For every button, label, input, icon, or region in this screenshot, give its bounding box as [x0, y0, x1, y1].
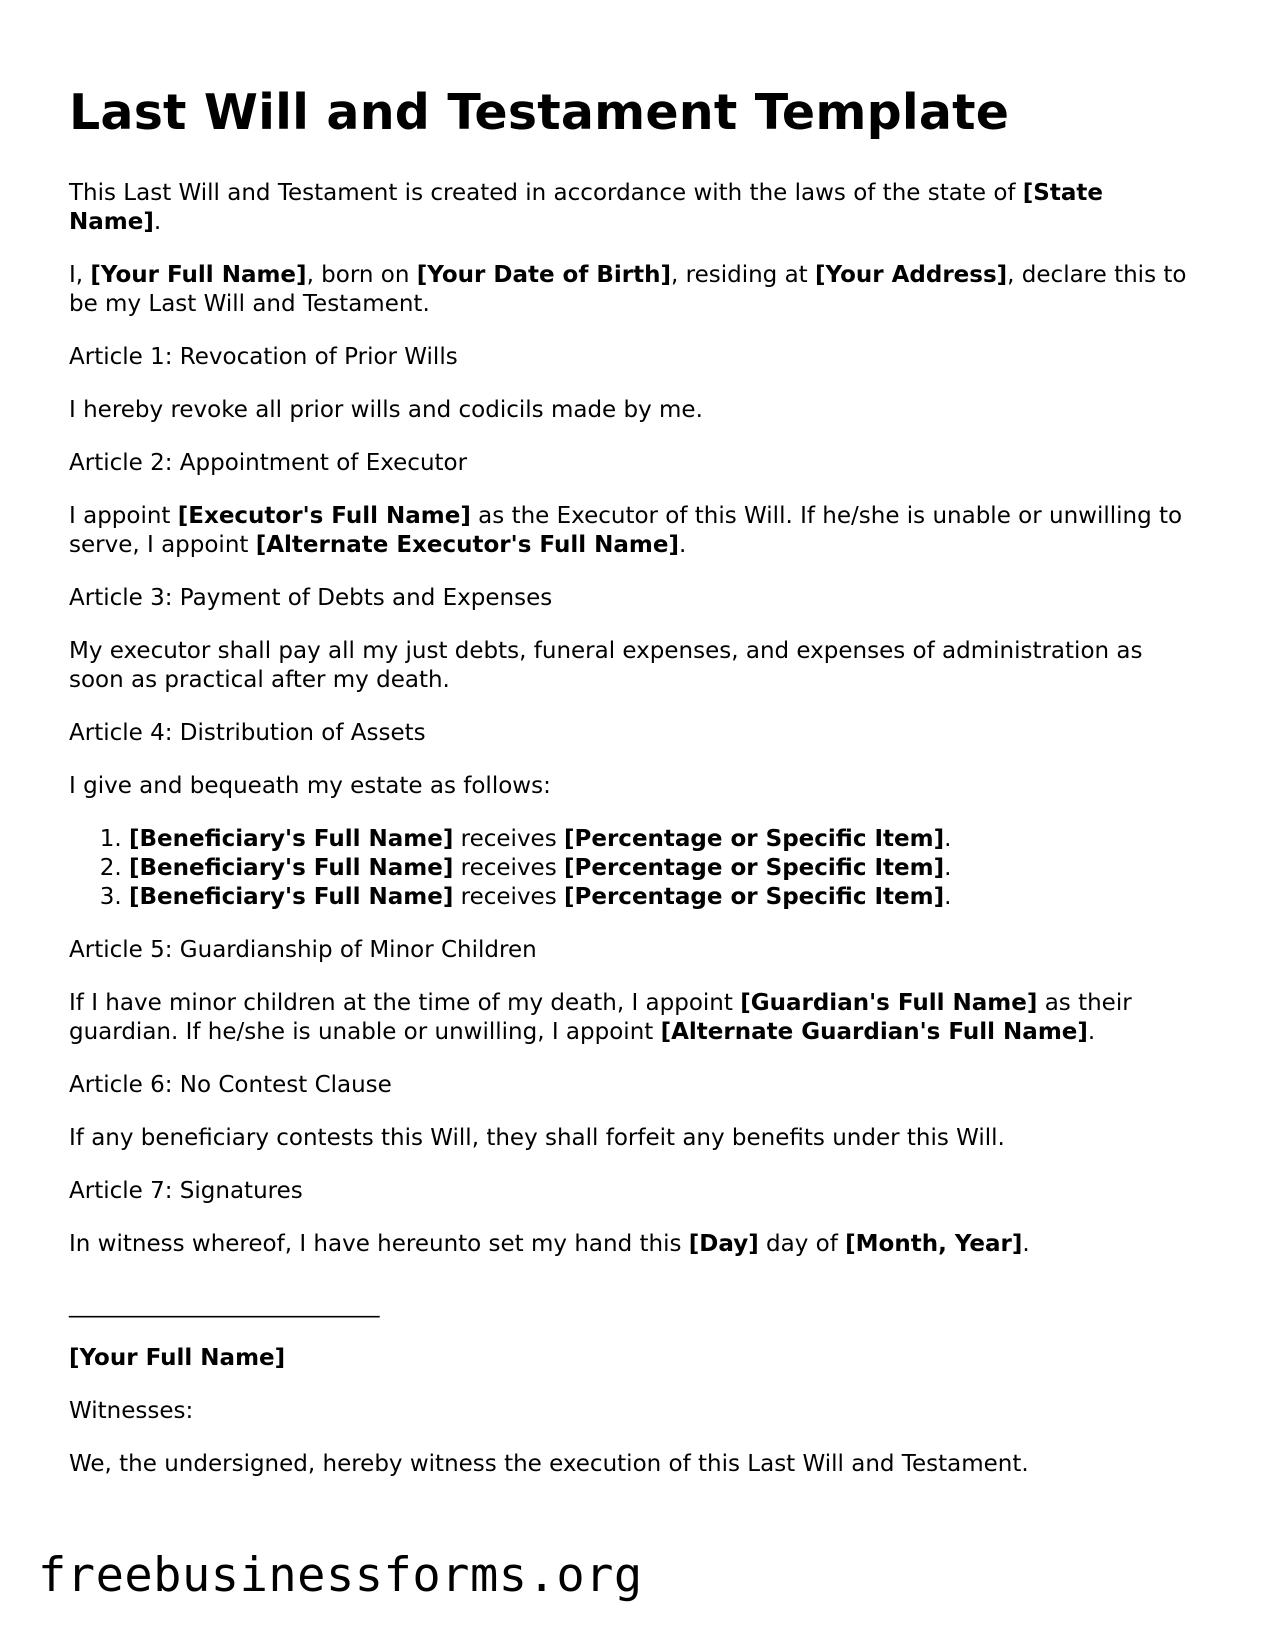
article-4-body: I give and bequeath my estate as follows: — [69, 772, 551, 799]
beneficiary-list — [69, 825, 1199, 912]
article-6-body: If any beneficiary contests this Will, they shall forfeit any benefits under this Will. — [69, 1124, 1005, 1151]
list-item: 2. [Beneficiary's Full Name] receives [Percentage or Specific Item]. — [129, 854, 1199, 883]
day-placeholder: [Day] — [688, 1230, 759, 1257]
executor-placeholder: [Executor's Full Name] — [177, 502, 471, 529]
article-7-body: In witness whereof, I have hereunto set my hand this [Day] day of [Month, Year]. — [69, 1230, 1030, 1257]
address-placeholder: [Your Address] — [815, 261, 1008, 288]
guardian-placeholder: [Guardian's Full Name] — [740, 989, 1038, 1016]
article-1-heading: Article 1: Revocation of Prior Wills — [69, 343, 458, 370]
article-7-heading: Article 7: Signatures — [69, 1177, 303, 1204]
watermark: freebusinessforms.org — [38, 1548, 643, 1603]
article-3-heading: Article 3: Payment of Debts and Expenses — [69, 584, 553, 611]
page-title: Last Will and Testament Template — [69, 84, 1010, 141]
article-5-heading: Article 5: Guardianship of Minor Children — [69, 936, 537, 963]
declaration-paragraph: I, [Your Full Name], born on [Your Date of Birth], residing at [Your Address], declare this to be my Last Will and Testament. — [69, 261, 1187, 317]
article-1-body: I hereby revoke all prior wills and codicils made by me. — [69, 396, 703, 423]
list-item: 1. [Beneficiary's Full Name] receives [Percentage or Specific Item]. — [129, 825, 1199, 854]
article-5-body: If I have minor children at the time of my death, I appoint [Guardian's Full Name] as their guardian. If he/she is unable or unwilling, I appoint [Alternate Guardian's Full Name]. — [69, 989, 1132, 1045]
signature-name: [Your Full Name] — [69, 1344, 286, 1371]
article-4-heading: Article 4: Distribution of Assets — [69, 719, 426, 746]
full-name-placeholder: [Your Full Name] — [90, 261, 307, 288]
article-3-body: My executor shall pay all my just debts, funeral expenses, and expenses of administration as soon as practical after my death. — [69, 637, 1143, 693]
article-6-heading: Article 6: No Contest Clause — [69, 1071, 392, 1098]
alternate-guardian-placeholder: [Alternate Guardian's Full Name] — [660, 1018, 1088, 1045]
month-year-placeholder: [Month, Year] — [845, 1230, 1023, 1257]
article-2-body: I appoint [Executor's Full Name] as the Executor of this Will. If he/she is unable or unwilling to serve, I appoint [Alternate Executor's Full Name]. — [69, 502, 1183, 558]
intro-paragraph: This Last Will and Testament is created in accordance with the laws of the state of [State Name]. — [69, 179, 1103, 235]
document-page — [69, 84, 1199, 1503]
witnesses-body: We, the undersigned, hereby witness the execution of this Last Will and Testament. — [69, 1450, 1029, 1477]
date-of-birth-placeholder: [Your Date of Birth] — [416, 261, 672, 288]
alternate-executor-placeholder: [Alternate Executor's Full Name] — [255, 531, 679, 558]
state-name-placeholder: [State Name] — [69, 179, 1103, 235]
article-2-heading: Article 2: Appointment of Executor — [69, 449, 468, 476]
list-item: 3. [Beneficiary's Full Name] receives [Percentage or Specific Item]. — [129, 883, 1199, 912]
witnesses-heading: Witnesses: — [69, 1397, 194, 1424]
signature-line: ___________________________ — [69, 1291, 380, 1318]
